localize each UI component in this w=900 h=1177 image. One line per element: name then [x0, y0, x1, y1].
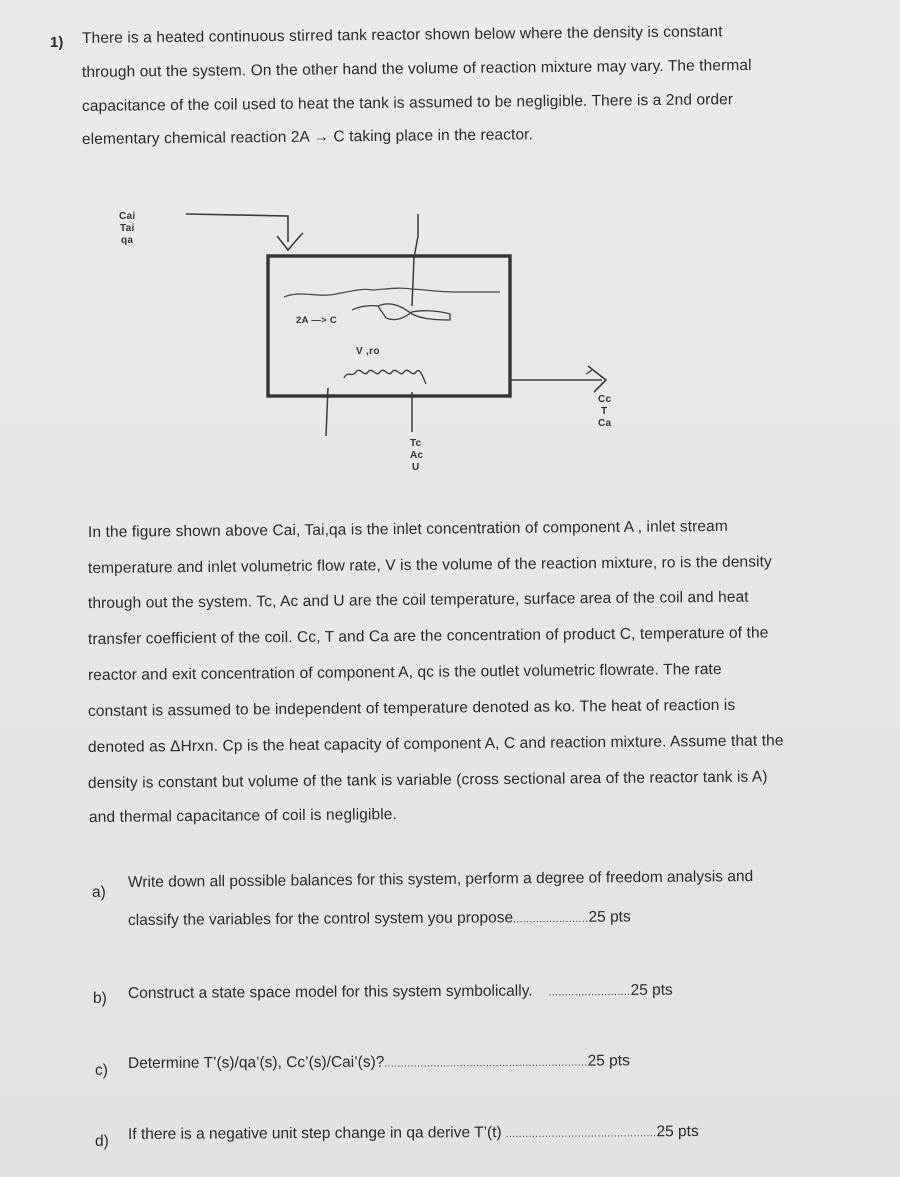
intro-line-4: elementary chemical reaction 2A → C taking place in the reactor. [81, 126, 534, 148]
description-line-8: density is constant but volume of the tank is variable (cross sectional area of the reactor tank is A) [87, 768, 768, 792]
reactor-tank [268, 256, 510, 396]
cstr-diagram [0, 190, 900, 490]
part-c-letter: c) [95, 1062, 108, 1079]
outlet-arrowhead [588, 366, 606, 392]
intro-line-1: There is a heated continuous stirred tank reactor shown below where the density is constant [81, 23, 723, 47]
description-line-2: temperature and inlet volumetric flow rate, V is the volume of the reaction mixture, ro is the density [87, 553, 772, 577]
description-line-3: through out the system. Tc, Ac and U are the coil temperature, surface area of the coil and heat [87, 588, 749, 612]
stirrer-shaft [412, 214, 418, 306]
outlet-label-t: T [601, 406, 608, 417]
reaction-label: 2A —> C [296, 315, 338, 326]
liquid-level [284, 288, 500, 297]
inlet-stream-line [186, 214, 288, 242]
part-a-text-line-2: classify the variables for the control system you propose.......................25 pts [127, 908, 631, 929]
coil-label-u: U [412, 462, 420, 473]
description-line-9: and thermal capacitance of coil is negligible. [88, 806, 397, 826]
outlet-label-ca: Ca [598, 418, 612, 429]
part-d-text: If there is a negative unit step change in qa derive T’(t) ..............................................25 pts [127, 1123, 699, 1143]
description-line-6: constant is assumed to be independent of temperature denoted as ko. The heat of reaction is [87, 696, 736, 720]
description-line-1: In the figure shown above Cai, Tai,qa is the inlet concentration of component A , inlet stream [87, 517, 728, 541]
heating-coil [344, 370, 426, 384]
intro-line-3: capacitance of the coil used to heat the tank is assumed to be negligible. There is a 2nd order [81, 91, 734, 115]
coil-label-tc: Tc [410, 438, 422, 449]
inlet-label-tai: Tai [120, 223, 135, 234]
coil-label-ac: Ac [410, 450, 424, 461]
part-c-text: Determine T’(s)/qa’(s), Cc’(s)/Cai’(s)?..............................................................25 pts [127, 1052, 630, 1072]
question-number: 1) [50, 34, 64, 51]
inlet-label-qa: qa [121, 235, 134, 246]
inlet-label-cai: Cai [119, 211, 136, 222]
description-line-5: reactor and exit concentration of component A, qc is the outlet volumetric flowrate. The rate [87, 660, 722, 684]
impeller [378, 304, 450, 320]
part-a-text-line-1: Write down all possible balances for this system, perform a degree of freedom analysis and [127, 867, 754, 891]
description-line-7: denoted as ΔHrxn. Cp is the heat capacity of component A, C and reaction mixture. Assume that the [87, 732, 784, 756]
part-d-letter: d) [95, 1133, 109, 1150]
volume-density-label: V ,ro [356, 346, 380, 357]
intro-line-2: through out the system. On the other hand the volume of reaction mixture may vary. The thermal [81, 56, 752, 81]
part-a-letter: a) [92, 884, 106, 901]
description-line-4: transfer coefficient of the coil. Cc, T and Ca are the concentration of product C, temperature of the [87, 624, 769, 648]
part-b-text: Construct a state space model for this system symbolically. .........................25 pts [127, 981, 673, 1002]
part-b-letter: b) [93, 990, 107, 1007]
outlet-label-cc: Cc [598, 394, 612, 405]
